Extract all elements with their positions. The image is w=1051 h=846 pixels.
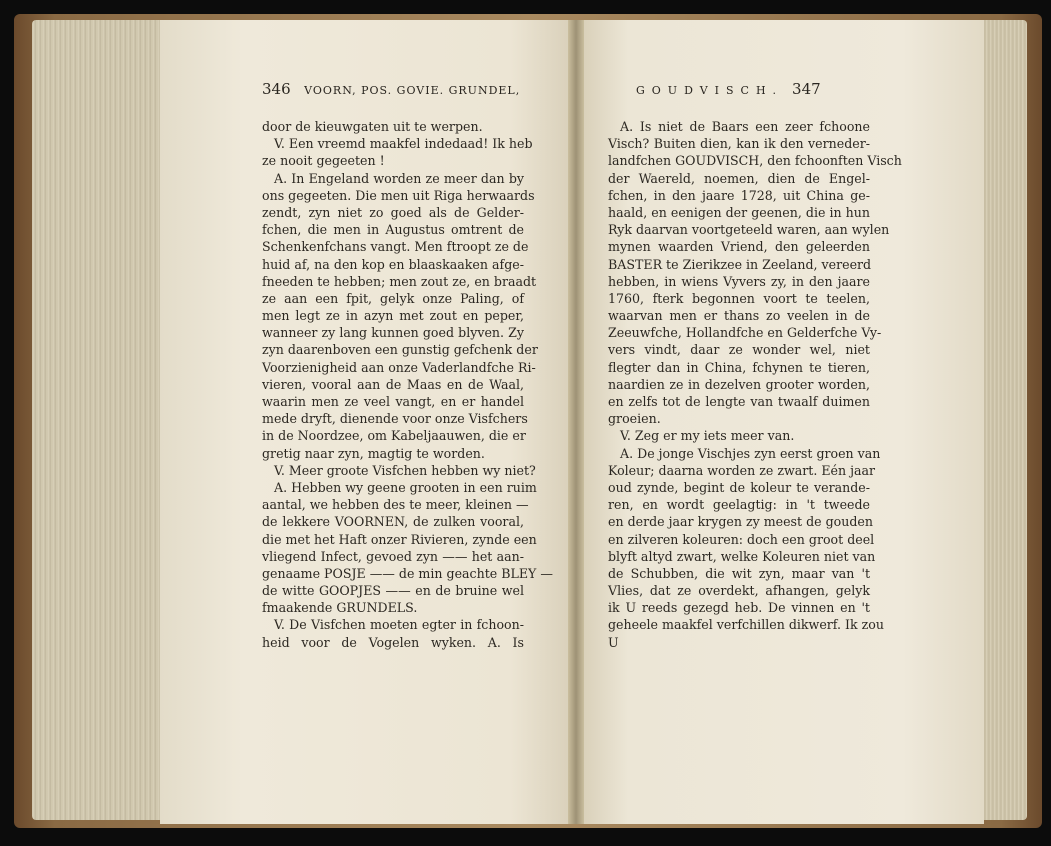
text-line: flegter dan in China, fchynen te tieren, xyxy=(608,359,870,375)
left-running-title: VOORN, POS. GOVIE. GRUNDEL, xyxy=(304,84,521,97)
text-line: BASTER te Zierikzee in Zeeland, vereerd xyxy=(608,256,872,272)
text-line: waarvan men er thans zo veelen in de xyxy=(608,308,870,324)
text-line: V. De Visfchen moeten egter in fchoon- xyxy=(274,617,524,633)
text-line: men legt ze in azyn met zout en peper, xyxy=(262,308,524,324)
text-line: hebben, in wiens Vyvers zy, in den jaare xyxy=(608,273,870,289)
text-line: gretig naar zyn, magtig te worden. xyxy=(262,445,485,461)
text-line: V. Een vreemd maakfel indedaad! Ik heb xyxy=(274,136,533,152)
text-line: ik U reeds gezegd heb. De vinnen en 't xyxy=(608,600,870,616)
text-line: zendt, zyn niet zo goed als de Gelder- xyxy=(262,204,524,220)
text-line: Visch? Buiten dien, kan ik den verneder- xyxy=(608,136,870,152)
text-line: ze nooit gegeeten ! xyxy=(262,153,385,169)
text-line: geheele maakfel verfchillen dikwerf. Ik zou xyxy=(608,617,884,633)
text-line: aantal, we hebben des te meer, kleinen — xyxy=(262,497,529,513)
text-line: waarin men ze veel vangt, en er handel xyxy=(262,394,524,409)
right-page-number: 347 xyxy=(792,80,821,98)
text-line: der Waereld, noemen, dien de Engel- xyxy=(608,170,870,186)
text-line: vliegend Infect, gevoed zyn —— het aan- xyxy=(262,548,524,564)
text-line: V. Zeg er my iets meer van. xyxy=(620,428,795,444)
text-line: ons gegeeten. Die men uit Riga herwaards xyxy=(262,187,535,203)
text-line: de witte GOOPJES —— en de bruine wel xyxy=(262,583,524,599)
catchword: U xyxy=(608,634,619,650)
text-line: Vlies, dat ze overdekt, afhangen, gelyk xyxy=(608,583,870,599)
text-line: 1760, fterk begonnen voort te teelen, xyxy=(608,290,870,306)
text-line: groeien. xyxy=(608,411,661,427)
text-line: A. De jonge Vischjes zyn eerst groen van xyxy=(620,445,881,461)
text-line: en zelfs tot de lengte van twaalf duimen xyxy=(608,394,870,409)
right-running-title: GOUDVISCH. xyxy=(636,84,784,97)
text-line: heid voor de Vogelen wyken. A. Is xyxy=(262,634,524,650)
text-line: A. Hebben wy geene grooten in een ruim xyxy=(274,479,537,495)
text-line: in de Noordzee, om Kabeljaauwen, die er xyxy=(262,428,526,444)
text-line: de Schubben, die wit zyn, maar van 't xyxy=(608,565,870,581)
text-line: vieren, vooral aan de Maas en de Waal, xyxy=(262,376,524,392)
text-line: genaame POSJE —— de min geachte BLEY — xyxy=(262,565,553,581)
text-line: haald, en eenigen der geenen, die in hun xyxy=(608,204,870,220)
text-line: oud zynde, begint de koleur te verande- xyxy=(608,479,870,495)
text-line: fneeden te hebben; men zout ze, en braadt xyxy=(262,273,537,289)
left-running-head xyxy=(262,80,520,98)
text-line: landfchen GOUDVISCH, den fchoonften Visch xyxy=(608,153,902,169)
text-line: ze aan een fpit, gelyk onze Paling, of xyxy=(262,290,524,306)
text-line: A. Is niet de Baars een zeer fchoone xyxy=(620,119,870,134)
text-line: en derde jaar krygen zy meest de gouden xyxy=(608,514,873,530)
text-line: mynen waarden Vriend, den geleerden xyxy=(608,239,870,255)
text-line: ren, en wordt geelagtig: in 't tweede xyxy=(608,497,870,513)
text-line: blyft altyd zwart, welke Koleuren niet van xyxy=(608,548,876,564)
text-line: mede dryft, dienende voor onze Visfchers xyxy=(262,411,528,427)
left-page-edges xyxy=(32,20,162,820)
left-page-number: 346 xyxy=(262,80,291,98)
text-line: fchen, in den jaare 1728, uit China ge- xyxy=(608,187,870,203)
text-line: Ryk daarvan voortgeteeld waren, aan wylen xyxy=(608,222,890,238)
text-line: die met het Haft onzer Rivieren, zynde een xyxy=(262,531,537,547)
text-line: Schenkenfchans vangt. Men ftroopt ze de xyxy=(262,239,529,255)
right-page-edges xyxy=(979,20,1027,820)
text-line: naardien ze in dezelven grooter worden, xyxy=(608,376,870,392)
text-line: en zilveren koleuren: doch een groot deel xyxy=(608,531,875,547)
text-line: huid af, na den kop en blaaskaaken afge- xyxy=(262,256,524,272)
text-line: Zeeuwfche, Hollandfche en Gelderfche Vy- xyxy=(608,325,882,341)
book-gutter xyxy=(568,20,584,824)
text-line: Voorzienigheid aan onze Vaderlandfche Ri- xyxy=(262,359,536,375)
text-line: zyn daarenboven een gunstig gefchenk der xyxy=(262,342,538,358)
text-line: wanneer zy lang kunnen goed blyven. Zy xyxy=(262,325,524,341)
text-line: A. In Engeland worden ze meer dan by xyxy=(274,170,524,186)
text-line: Koleur; daarna worden ze zwart. Eén jaar xyxy=(608,462,876,478)
text-line: door de kieuwgaten uit te werpen. xyxy=(262,119,483,134)
text-line: fmaakende GRUNDELS. xyxy=(262,600,418,616)
left-body-text xyxy=(262,118,553,651)
text-line: fchen, die men in Augustus omtrent de xyxy=(262,222,524,238)
text-line: vers vindt, daar ze wonder wel, niet xyxy=(608,342,870,358)
text-line: V. Meer groote Visfchen hebben wy niet? xyxy=(274,462,536,478)
right-body-text xyxy=(608,118,902,651)
right-running-head xyxy=(636,80,821,98)
text-line: de lekkere VOORNEN, de zulken vooral, xyxy=(262,514,524,530)
